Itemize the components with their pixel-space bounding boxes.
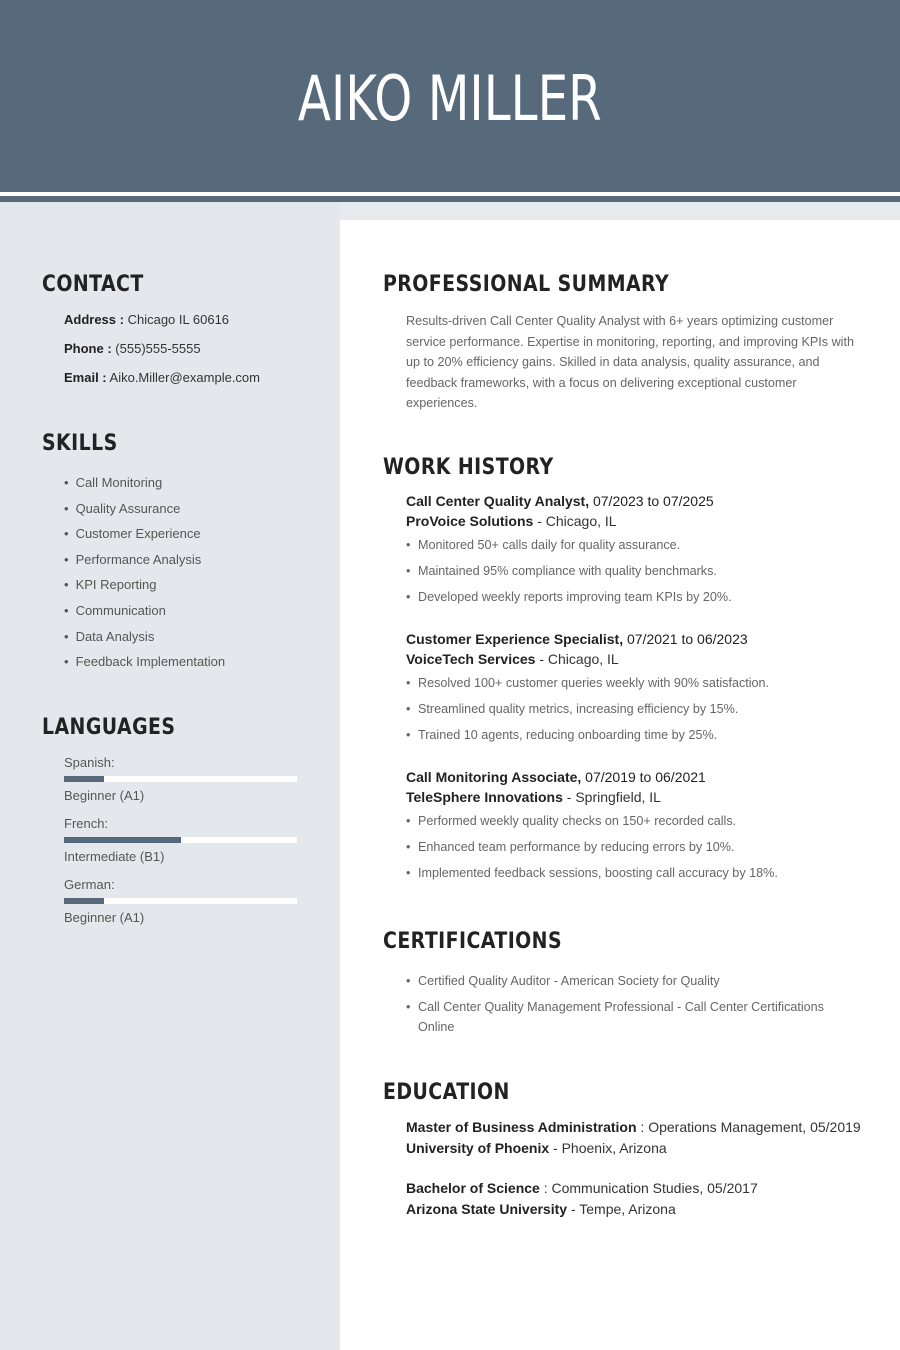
job-entry xyxy=(406,491,866,614)
skill-item: • Quality Assurance xyxy=(64,500,225,526)
phone-label: Phone : xyxy=(64,341,112,356)
summary-text: Results-driven Call Center Quality Analyst with 6+ years optimizing customer service performance. Expertise in monitoring, reporting, and improving KPIs with up to 20% efficiency gains. Skilled in data analysis, quality assurance, and feedback frameworks, with a focus on delivering exceptional customer experiences. xyxy=(406,314,854,410)
degree-name: Master of Business Administration xyxy=(406,1119,637,1135)
education-entry xyxy=(406,1117,876,1159)
skills-heading: SKILLS xyxy=(42,431,118,456)
degree-name: Bachelor of Science xyxy=(406,1180,540,1196)
contact-heading: CONTACT xyxy=(42,272,144,297)
job-title: Call Monitoring Associate, xyxy=(406,769,582,785)
job-location: - Springfield, IL xyxy=(566,789,661,805)
language-proficiency-fill xyxy=(64,898,104,904)
contact-address xyxy=(64,312,229,327)
job-company-line xyxy=(406,511,866,532)
certifications-heading: CERTIFICATIONS xyxy=(383,929,563,954)
language-proficiency-bar xyxy=(64,898,297,904)
header-banner xyxy=(0,0,900,192)
education-entry xyxy=(406,1178,876,1220)
phone-value: (555)555-5555 xyxy=(115,341,201,356)
job-title-line xyxy=(406,629,866,649)
language-name: German: xyxy=(64,877,115,892)
job-dates: 07/2023 to 07/2025 xyxy=(592,493,714,509)
school-name: Arizona State University xyxy=(406,1201,568,1217)
job-bullets xyxy=(406,813,866,890)
email-label: Email : xyxy=(64,370,107,385)
languages-heading: LANGUAGES xyxy=(42,715,176,740)
degree-field: : Operations Management, 05/2019 xyxy=(640,1119,861,1135)
job-bullet: • Implemented feedback sessions, boosting call accuracy by 18%. xyxy=(406,865,866,891)
summary-heading: PROFESSIONAL SUMMARY xyxy=(383,272,670,297)
language-proficiency-fill xyxy=(64,776,104,782)
skill-item: • Communication xyxy=(64,602,225,628)
job-bullet: • Developed weekly reports improving team KPIs by 20%. xyxy=(406,589,866,615)
job-bullet: • Trained 10 agents, reducing onboarding time by 25%. xyxy=(406,727,866,753)
job-title-line xyxy=(406,767,866,787)
language-name: French: xyxy=(64,816,109,831)
school-location: - Tempe, Arizona xyxy=(570,1201,676,1217)
job-company-line xyxy=(406,649,866,670)
skill-item: • Data Analysis xyxy=(64,628,225,654)
job-company-line xyxy=(406,787,866,808)
certification-item: • Call Center Quality Management Professional - Call Center Certifications Online xyxy=(406,997,836,1038)
job-dates: 07/2019 to 06/2021 xyxy=(585,769,706,785)
language-proficiency-bar xyxy=(64,776,297,782)
address-label: Address : xyxy=(64,312,124,327)
job-bullet: • Streamlined quality metrics, increasing efficiency by 15%. xyxy=(406,701,866,727)
language-level: Intermediate (B1) xyxy=(64,849,165,864)
job-location: - Chicago, IL xyxy=(537,513,617,529)
job-bullet: • Monitored 50+ calls daily for quality assurance. xyxy=(406,537,866,563)
skill-item: • Customer Experience xyxy=(64,525,225,551)
skill-item: • KPI Reporting xyxy=(64,576,225,602)
job-dates: 07/2021 to 06/2023 xyxy=(626,631,748,647)
school-name: University of Phoenix xyxy=(406,1140,550,1156)
skills-list xyxy=(64,474,225,679)
certification-item: • Certified Quality Auditor - American Society for Quality xyxy=(406,971,836,992)
contact-phone xyxy=(64,341,201,356)
work-history-heading: WORK HISTORY xyxy=(383,455,554,480)
language-level: Beginner (A1) xyxy=(64,788,145,803)
school-line xyxy=(406,1138,876,1159)
school-line xyxy=(406,1199,876,1220)
job-company: TeleSphere Innovations xyxy=(406,789,563,805)
job-company: VoiceTech Services xyxy=(406,651,536,667)
skill-item: • Performance Analysis xyxy=(64,551,225,577)
job-bullet: • Maintained 95% compliance with quality benchmarks. xyxy=(406,563,866,589)
skill-item: • Call Monitoring xyxy=(64,474,225,500)
job-entry xyxy=(406,629,866,752)
language-proficiency-fill xyxy=(64,837,181,843)
contact-email xyxy=(64,370,260,385)
skill-item: • Feedback Implementation xyxy=(64,653,225,679)
address-value: Chicago IL 60616 xyxy=(127,312,230,327)
language-name: Spanish: xyxy=(64,755,115,770)
degree-line xyxy=(406,1117,876,1138)
job-title: Customer Experience Specialist, xyxy=(406,631,624,647)
language-level: Beginner (A1) xyxy=(64,910,145,925)
job-title: Call Center Quality Analyst, xyxy=(406,493,590,509)
job-bullet: • Enhanced team performance by reducing errors by 10%. xyxy=(406,839,866,865)
job-location: - Chicago, IL xyxy=(539,651,619,667)
degree-field: : Communication Studies, 05/2017 xyxy=(543,1180,758,1196)
job-bullet: • Resolved 100+ customer queries weekly with 90% satisfaction. xyxy=(406,675,866,701)
education-heading: EDUCATION xyxy=(383,1080,510,1105)
language-proficiency-bar xyxy=(64,837,297,843)
certifications-list xyxy=(406,971,836,1043)
job-title-line xyxy=(406,491,866,511)
job-bullets xyxy=(406,537,866,614)
degree-line xyxy=(406,1178,876,1199)
job-entry xyxy=(406,767,866,890)
job-bullet: • Performed weekly quality checks on 150+ recorded calls. xyxy=(406,813,866,839)
job-bullets xyxy=(406,675,866,752)
school-location: - Phoenix, Arizona xyxy=(553,1140,667,1156)
email-value[interactable]: Aiko.Miller@example.com xyxy=(109,370,260,385)
job-company: ProVoice Solutions xyxy=(406,513,534,529)
candidate-name: AIKO MILLER xyxy=(298,61,602,135)
